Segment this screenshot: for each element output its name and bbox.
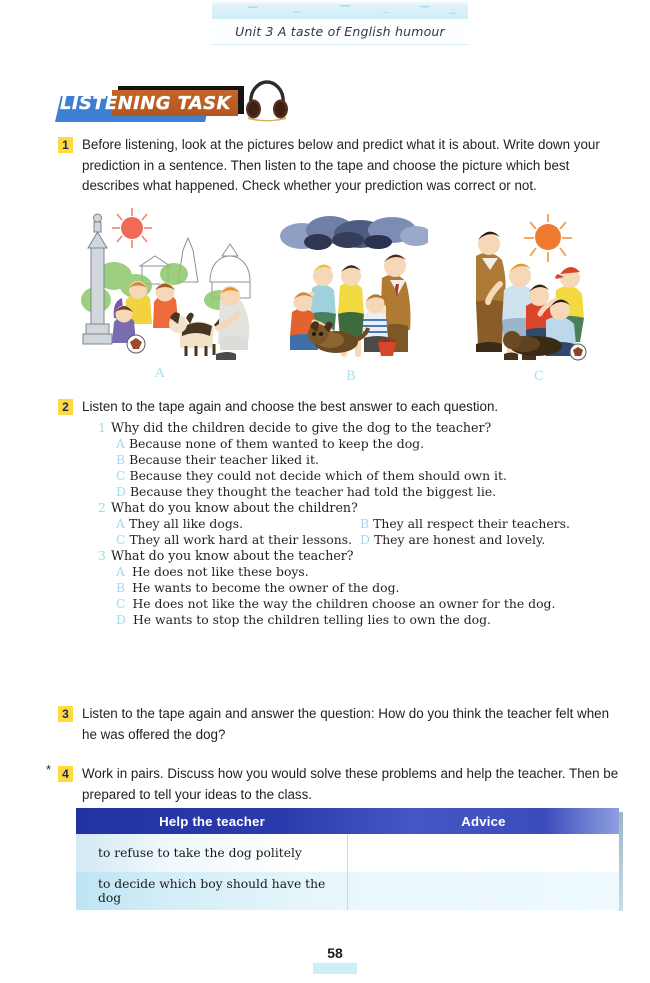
question-1-option-c[interactable] xyxy=(116,468,507,483)
advice-row-2-help: to decide which boy should have the dog xyxy=(76,872,348,910)
question-1-option-a[interactable] xyxy=(116,436,424,451)
option-letter: C xyxy=(116,532,126,547)
question-3-stem: What do you know about the teacher? xyxy=(111,548,354,563)
question-3-option-a[interactable] xyxy=(116,564,309,579)
advice-table-header-advice: Advice xyxy=(461,813,506,829)
table-row xyxy=(76,872,619,910)
picture-b xyxy=(278,214,428,384)
running-head-title: Unit 3 A taste of English humour xyxy=(235,24,445,39)
task-1 xyxy=(58,135,626,197)
option-letter: B xyxy=(360,516,370,531)
advice-table-header-row xyxy=(76,808,619,834)
question-1-option-b[interactable] xyxy=(116,452,319,467)
option-letter: B xyxy=(116,580,126,595)
task-2-number: 2 xyxy=(58,399,73,415)
question-2-option-a[interactable] xyxy=(116,516,360,531)
picture-a xyxy=(70,204,260,381)
option-text: He wants to stop the children telling lies to own the dog. xyxy=(132,612,491,627)
advice-table-edge-shadow xyxy=(619,812,623,911)
listening-task-banner xyxy=(58,82,308,124)
task-4 xyxy=(46,762,626,805)
advice-row-1-advice[interactable] xyxy=(348,834,619,872)
task-2-text: Listen to the tape again and choose the best answer to each question. xyxy=(82,399,499,414)
option-letter: C xyxy=(116,596,126,611)
task-4-number: 4 xyxy=(58,766,73,782)
option-letter: A xyxy=(116,564,125,579)
running-head-texture xyxy=(212,0,468,19)
option-text: Because they could not decide which of them should own it. xyxy=(129,468,507,483)
option-letter: D xyxy=(116,484,126,499)
advice-table xyxy=(76,808,619,913)
option-letter: A xyxy=(116,436,125,451)
option-text: They all like dogs. xyxy=(128,516,244,531)
table-row xyxy=(76,834,619,872)
question-2-option-d[interactable] xyxy=(360,532,545,547)
picture-row xyxy=(70,204,610,390)
question-1 xyxy=(98,420,618,499)
picture-b-label: B xyxy=(346,369,356,384)
task-1-number: 1 xyxy=(58,137,73,153)
picture-c-label: C xyxy=(534,369,544,384)
option-text: They all work hard at their lessons. xyxy=(129,532,353,547)
question-1-option-d[interactable] xyxy=(116,484,496,499)
option-letter: A xyxy=(116,516,125,531)
question-2-number: 2 xyxy=(98,500,106,515)
option-text: He wants to become the owner of the dog. xyxy=(132,580,400,595)
task-1-text: Before listening, look at the pictures below and predict what it is about. Write down your prediction in a sentence. Then listen to the tape and choose the picture which best describes what happened. Check whether your prediction was correct or not. xyxy=(82,137,600,193)
question-3-option-b[interactable] xyxy=(116,580,399,595)
question-3-option-d[interactable] xyxy=(116,612,491,627)
question-3-number: 3 xyxy=(98,548,106,563)
option-text: Because they thought the teacher had told the biggest lie. xyxy=(129,484,497,499)
option-text: They all respect their teachers. xyxy=(373,516,570,531)
question-3-option-c[interactable] xyxy=(116,596,555,611)
advice-table-header-help: Help the teacher xyxy=(159,813,265,829)
option-text: Because none of them wanted to keep the dog. xyxy=(128,436,425,451)
option-letter: B xyxy=(116,452,126,467)
running-head-bar xyxy=(212,19,468,45)
option-letter: C xyxy=(116,468,126,483)
picture-a-label: A xyxy=(155,366,165,381)
option-letter: D xyxy=(360,532,370,547)
option-letter: D xyxy=(116,612,126,627)
page-number xyxy=(313,944,357,974)
question-2-option-b[interactable] xyxy=(360,516,570,531)
question-1-stem: Why did the children decide to give the dog to the teacher? xyxy=(111,420,492,435)
task-4-star: * xyxy=(46,762,52,777)
picture-c xyxy=(460,212,610,384)
task-3-text: Listen to the tape again and answer the question: How do you think the teacher felt when he was offered the dog? xyxy=(82,706,610,742)
question-2-option-c[interactable] xyxy=(116,532,360,547)
page-number-text: 58 xyxy=(327,945,343,961)
task-3-number: 3 xyxy=(58,706,73,722)
question-list xyxy=(98,420,618,628)
banner-title: LISTENING TASK xyxy=(60,93,231,114)
task-4-text: Work in pairs. Discuss how you would solve these problems and help the teacher. Then be prepared to tell your ideas to the class. xyxy=(82,766,619,802)
option-text: He does not like these boys. xyxy=(131,564,309,579)
option-text: They are honest and lovely. xyxy=(373,532,546,547)
question-1-number: 1 xyxy=(98,420,106,435)
running-head xyxy=(212,0,468,45)
advice-row-2-advice[interactable] xyxy=(348,872,619,910)
task-2 xyxy=(58,397,626,418)
question-3 xyxy=(98,548,618,627)
question-2-stem: What do you know about the children? xyxy=(111,500,358,515)
advice-row-1-help: to refuse to take the dog politely xyxy=(76,834,348,872)
option-text: He does not like the way the children choose an owner for the dog. xyxy=(132,596,556,611)
question-2 xyxy=(98,500,618,547)
headphones-icon xyxy=(244,78,290,127)
task-3 xyxy=(58,704,626,745)
option-text: Because their teacher liked it. xyxy=(129,452,319,467)
